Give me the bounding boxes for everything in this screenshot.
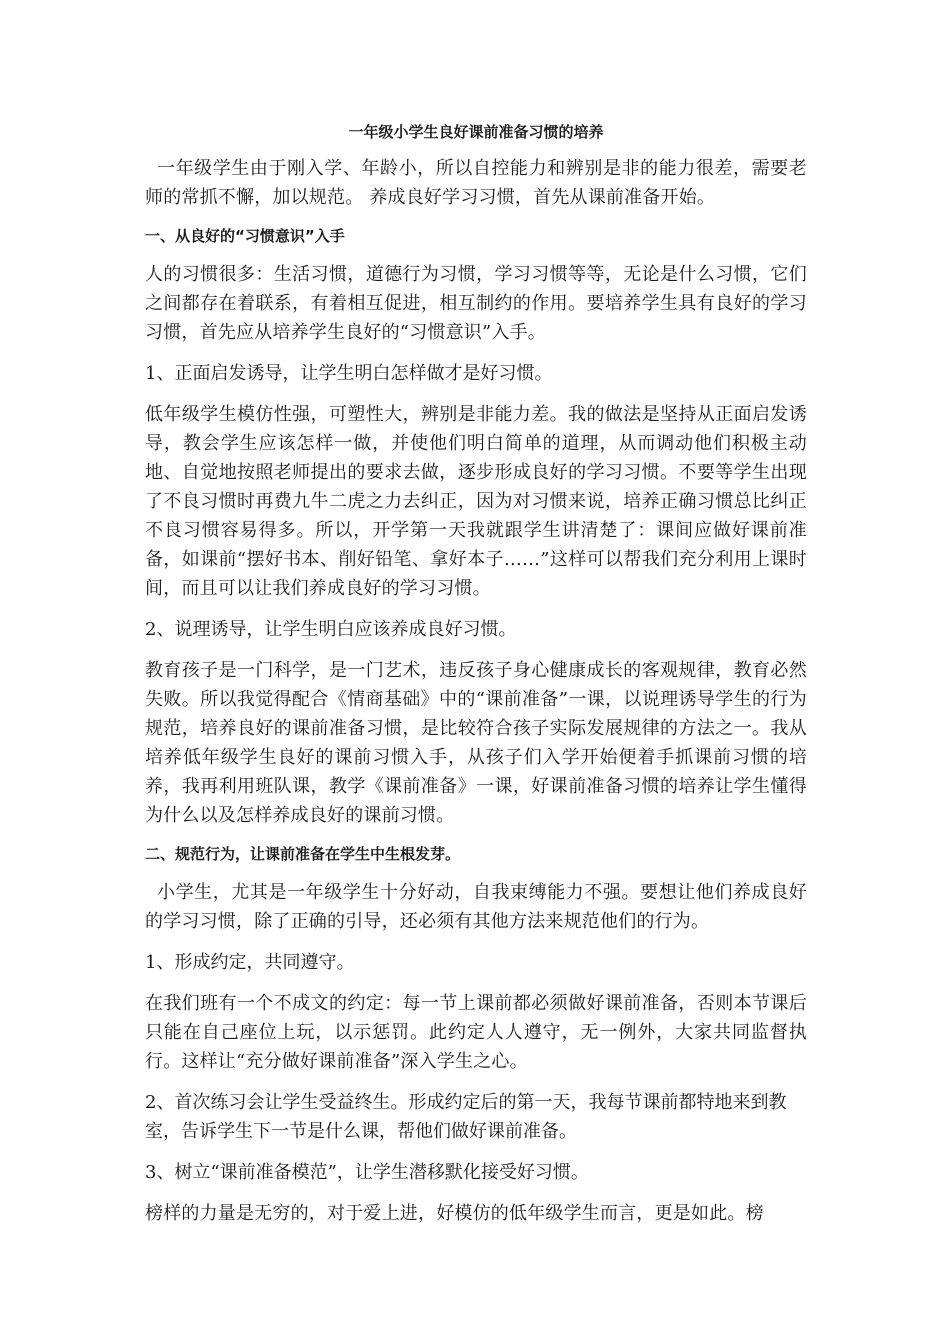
section-1-paragraph-3: 教育孩子是一门科学，是一门艺术，违反孩子身心健康成长的客观规律，教育必然失败。所以我觉得配合《情商基础》中的“课前准备”一课，以说理诱导学生的行为规范，培养良好的课前准备习惯，是比较符合孩子实际发展规律的方法之一。我从培养低年级学生良好的课前习惯入手，从孩子们入学开始便着手抓课前习惯的培养，我再利用班队课，教学《课前准备》一课，好课前准备习惯的培养让学生懂得为什么以及怎样养成良好的课前习惯。 <box>145 660 807 826</box>
section-1-paragraph-2: 低年级学生模仿性强，可塑性大，辨别是非能力差。我的做法是坚持从正面启发诱导，教会学生应该怎样一做，并使他们明白简单的道理，从而调动他们积极主动地、自觉地按照老师提出的要求去做，逐步形成良好的学习习惯。不要等学生出现了不良习惯时再费九牛二虎之力去纠正，因为对习惯来说，培养正确习惯总比纠正不良习惯容易得多。所以，开学第一天我就跟学生讲清楚了：课间应做好课前准备，如课前“摆好书本、削好铅笔、拿好本子……”这样可以帮我们充分利用上课时间，而且可以让我们养成良好的学习习惯。 <box>145 404 807 599</box>
section-2-item-3: 3、树立“课前准备模范”，让学生潜移默化接受好习惯。 <box>145 1162 589 1183</box>
section-2-paragraph-3: 榜样的力量是无穷的，对于爱上进，好模仿的低年级学生而言，更是如此。榜 <box>145 1203 764 1224</box>
document-body <box>145 118 807 1240</box>
section-2-heading: 二、规范行为，让课前准备在学生中生根发芽。 <box>145 845 461 863</box>
section-2-paragraph-1: 小学生，尤其是一年级学生十分好动，自我束缚能力不强。要想让他们养成良好的学习习惯，除了正确的引导，还必须有其他方法来规范他们的行为。 <box>145 882 807 932</box>
section-1-heading: 一、从良好的“习惯意识”入手 <box>145 227 345 245</box>
section-2-paragraph-2: 在我们班有一个不成文的约定：每一节上课前都必须做好课前准备，否则本节课后只能在自己座位上玩，以示惩罚。此约定人人遵守，无一例外，大家共同监督执行。这样让“充分做好课前准备”深入学生之心。 <box>145 993 807 1072</box>
section-1-item-2: 2、说理诱导，让学生明白应该养成良好习惯。 <box>145 619 517 640</box>
document-title: 一年级小学生良好课前准备习惯的培养 <box>348 123 604 141</box>
section-2-item-2: 2、首次练习会让学生受益终生。形成约定后的第一天，我每节课前都特地来到教室，告诉学生下一节是什么课，帮他们做好课前准备。 <box>145 1092 787 1142</box>
section-1-paragraph-1: 人的习惯很多：生活习惯，道德行为习惯，学习习惯等等，无论是什么习惯，它们之间都存在着联系，有着相互促进，相互制约的作用。要培养学生具有良好的学习习惯，首先应从培养学生良好的“习惯意识”入手。 <box>145 264 807 343</box>
intro-paragraph: 一年级学生由于刚入学、年龄小，所以自控能力和辨别是非的能力很差，需要老师的常抓不懈，加以规范。 养成良好学习习惯，首先从课前准备开始。 <box>145 158 807 208</box>
section-2-item-1: 1、形成约定，共同遵守。 <box>145 952 355 973</box>
section-1-item-1: 1、正面启发诱导，让学生明白怎样做才是好习惯。 <box>145 363 553 384</box>
